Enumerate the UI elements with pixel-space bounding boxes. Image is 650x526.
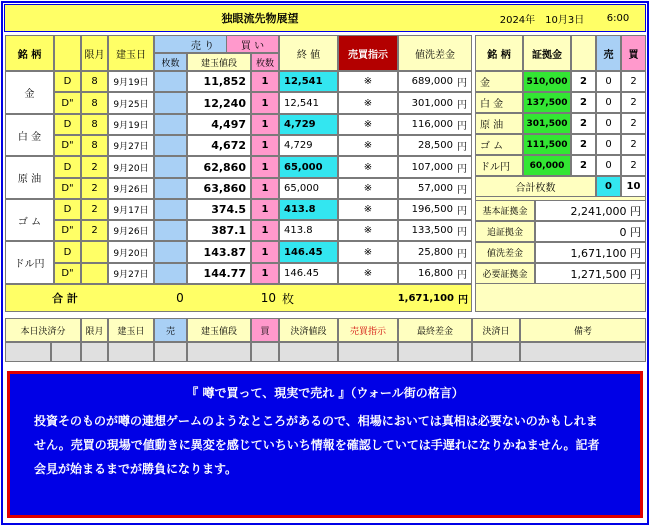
- row-buy-count: 1: [251, 135, 279, 156]
- settle-header: 最終差金: [398, 318, 472, 342]
- right-row-margin: 301,500: [523, 113, 571, 134]
- row-diff-value: 57,000: [418, 183, 453, 194]
- row-buy-count: 1: [251, 156, 279, 178]
- row-diff: [398, 135, 472, 156]
- row-signal: ※: [338, 220, 398, 241]
- col-header-diff: 値洗差金: [398, 35, 472, 71]
- row-diff-unit: 円: [457, 270, 467, 281]
- row-diff: [398, 178, 472, 199]
- summary-value: 1,271,500 円: [535, 263, 646, 284]
- settle-header: 本日決済分: [5, 318, 81, 342]
- date-display: 2024年 10月3日: [499, 14, 585, 26]
- row-diff-value: 25,800: [418, 246, 453, 258]
- row-entry-price: 143.87: [187, 241, 251, 263]
- row-diff: [398, 156, 472, 178]
- settle-header: 買: [251, 318, 279, 342]
- settle-header: 備考: [520, 318, 646, 342]
- col-header-date: 建玉日: [108, 35, 154, 71]
- row-diff-unit: 円: [457, 248, 467, 260]
- settle-cell[interactable]: [51, 342, 81, 362]
- row-close-price: 12,541: [279, 92, 338, 114]
- row-commodity-name: 白 金: [5, 114, 54, 156]
- total-label: 合 計: [52, 292, 78, 305]
- row-date: 9月26日: [108, 178, 154, 199]
- row-commodity-name: ゴ ム: [5, 199, 54, 241]
- row-diff-unit: 円: [457, 78, 467, 89]
- right-row-buy: 2: [621, 113, 646, 134]
- row-sub: D: [54, 114, 81, 135]
- row-month: 8: [81, 114, 108, 135]
- row-close-price: 146.45: [279, 241, 338, 263]
- row-diff-unit: 円: [457, 227, 467, 238]
- row-buy-count: 1: [251, 92, 279, 114]
- settle-header: 売: [154, 318, 187, 342]
- row-buy-count: 1: [251, 178, 279, 199]
- row-diff-value: 301,000: [411, 97, 453, 109]
- right-row-sell: 0: [596, 113, 621, 134]
- right-row-buy: 2: [621, 92, 646, 113]
- right-row-margin: 137,500: [523, 92, 571, 113]
- row-diff-value: 16,800: [418, 268, 453, 279]
- right-row-buy: 2: [621, 71, 646, 92]
- col-header-close: 終 値: [279, 35, 338, 71]
- row-sell-count: [154, 92, 187, 114]
- row-diff: [398, 241, 472, 263]
- col-header-gendo: 限月: [81, 35, 108, 71]
- right-row-name: 白 金: [475, 92, 523, 113]
- row-signal: ※: [338, 71, 398, 92]
- row-month: 2: [81, 178, 108, 199]
- row-sub: D": [54, 263, 81, 284]
- row-entry-price: 62,860: [187, 156, 251, 178]
- row-month: [81, 241, 108, 263]
- total-buy: 10: [260, 291, 276, 305]
- right-row-count: 2: [571, 113, 596, 134]
- settle-cell[interactable]: [338, 342, 398, 362]
- total-diff: [398, 284, 472, 312]
- row-signal: ※: [338, 241, 398, 263]
- row-commodity-name: 原 油: [5, 156, 54, 199]
- settle-header: 売買指示: [338, 318, 398, 342]
- right-row-count: 2: [571, 92, 596, 113]
- summary-value: 2,241,000 円: [535, 200, 646, 221]
- row-sub: D": [54, 220, 81, 241]
- col-header-blank: [54, 35, 81, 71]
- right-row-count: 2: [571, 71, 596, 92]
- row-date: 9月20日: [108, 156, 154, 178]
- row-date: 9月20日: [108, 241, 154, 263]
- page-title: 独眼流先物展望: [221, 12, 299, 25]
- settle-cell[interactable]: [472, 342, 520, 362]
- row-close-price: 146.45: [279, 263, 338, 284]
- row-date: 9月26日: [108, 220, 154, 241]
- right-header-meigara: 銘 柄: [475, 35, 523, 71]
- total-sell: 0: [176, 291, 184, 305]
- row-date: 9月27日: [108, 263, 154, 284]
- row-diff-unit: 円: [457, 206, 467, 217]
- right-total-buy: 10: [621, 176, 646, 197]
- row-entry-price: 12,240: [187, 92, 251, 114]
- settle-header: 決済日: [472, 318, 520, 342]
- row-date: 9月25日: [108, 92, 154, 114]
- settle-cell[interactable]: [279, 342, 338, 362]
- row-signal: ※: [338, 92, 398, 114]
- row-month: 8: [81, 92, 108, 114]
- right-total-sell: 0: [596, 176, 621, 197]
- right-row-buy: 2: [621, 155, 646, 176]
- row-signal: ※: [338, 114, 398, 135]
- proverb-line: 投資そのものが噂の連想ゲームのようなところがあるので、相場においては真相は必要ないのかもしれま: [34, 414, 598, 428]
- row-date: 9月27日: [108, 135, 154, 156]
- total-diff-unit: 円: [458, 294, 468, 306]
- row-signal: ※: [338, 178, 398, 199]
- row-month: 8: [81, 71, 108, 92]
- row-diff: [398, 199, 472, 220]
- row-entry-price: 63,860: [187, 178, 251, 199]
- row-diff-value: 107,000: [411, 161, 453, 173]
- row-diff-value: 116,000: [411, 119, 453, 130]
- row-date: 9月19日: [108, 114, 154, 135]
- row-buy-count: 1: [251, 263, 279, 284]
- row-sell-count: [154, 114, 187, 135]
- row-diff-unit: 円: [457, 121, 467, 132]
- right-row-name: 金: [475, 71, 523, 92]
- row-entry-price: 387.1: [187, 220, 251, 241]
- row-sub: D: [54, 156, 81, 178]
- settle-cell[interactable]: [398, 342, 472, 362]
- settle-cell[interactable]: [81, 342, 108, 362]
- row-diff-unit: 円: [457, 99, 467, 111]
- right-header-buy: 買: [621, 35, 646, 71]
- right-row-count: 2: [571, 134, 596, 155]
- time-display: 6:00: [606, 12, 630, 24]
- row-sell-count: [154, 135, 187, 156]
- row-close-price: 4,729: [279, 114, 338, 135]
- row-entry-price: 374.5: [187, 199, 251, 220]
- col-header-buy: 買 い: [226, 35, 279, 53]
- col-header-meigara: 銘 柄: [5, 35, 54, 71]
- summary-value: 0 円: [535, 221, 646, 242]
- settle-header: 建玉値段: [187, 318, 251, 342]
- right-row-sell: 0: [596, 155, 621, 176]
- col-header-sell-count: 枚数: [154, 53, 187, 71]
- settle-header: 建玉日: [108, 318, 154, 342]
- row-sub: D": [54, 92, 81, 114]
- row-sub: D": [54, 178, 81, 199]
- row-buy-count: 1: [251, 220, 279, 241]
- col-header-entry-price: 建玉値段: [187, 53, 251, 71]
- row-diff: [398, 220, 472, 241]
- col-header-signal: 売買指示: [338, 35, 398, 71]
- col-header-sell: 売 り: [154, 35, 251, 53]
- summary-label: 必要証拠金: [475, 263, 535, 284]
- row-close-price: 413.8: [279, 220, 338, 241]
- row-sub: D: [54, 71, 81, 92]
- row-diff: [398, 92, 472, 114]
- row-month: 2: [81, 156, 108, 178]
- settle-cell[interactable]: [154, 342, 187, 362]
- proverb-panel: [7, 371, 643, 518]
- row-buy-count: 1: [251, 241, 279, 263]
- row-month: 8: [81, 135, 108, 156]
- row-date: 9月17日: [108, 199, 154, 220]
- row-diff: [398, 263, 472, 284]
- row-diff-value: 689,000: [411, 76, 453, 87]
- settle-header: 限月: [81, 318, 108, 342]
- col-header-buy-count: 枚数: [251, 53, 279, 71]
- row-entry-price: 144.77: [187, 263, 251, 284]
- row-sell-count: [154, 178, 187, 199]
- row-close-price: 413.8: [279, 199, 338, 220]
- settle-header: 決済値段: [279, 318, 338, 342]
- right-row-name: 原 油: [475, 113, 523, 134]
- summary-label: 追証拠金: [475, 221, 535, 242]
- row-buy-count: 1: [251, 71, 279, 92]
- right-row-name: ドル円: [475, 155, 523, 176]
- proverb-line: 会見が始まるまでが勝負になります。: [34, 462, 238, 476]
- right-row-sell: 0: [596, 92, 621, 113]
- row-buy-count: 1: [251, 199, 279, 220]
- row-entry-price: 4,497: [187, 114, 251, 135]
- summary-value: 1,671,100 円: [535, 242, 646, 263]
- row-month: [81, 263, 108, 284]
- row-signal: ※: [338, 156, 398, 178]
- row-diff-value: 133,500: [411, 225, 453, 236]
- right-header-margin: 証拠金: [523, 35, 571, 71]
- row-date: 9月19日: [108, 71, 154, 92]
- row-signal: ※: [338, 135, 398, 156]
- right-row-sell: 0: [596, 134, 621, 155]
- row-commodity-name: 金: [5, 71, 54, 114]
- row-sub: D: [54, 241, 81, 263]
- row-entry-price: 11,852: [187, 71, 251, 92]
- right-row-sell: 0: [596, 71, 621, 92]
- settle-cell[interactable]: [5, 342, 51, 362]
- row-sell-count: [154, 156, 187, 178]
- summary-label: 基本証拠金: [475, 200, 535, 221]
- row-diff-unit: 円: [457, 163, 467, 175]
- row-close-price: 12,541: [279, 71, 338, 92]
- right-row-margin: 111,500: [523, 134, 571, 155]
- total-unit: 枚: [282, 291, 295, 306]
- settle-cell[interactable]: [251, 342, 279, 362]
- proverb-text: [34, 409, 626, 481]
- row-close-price: 65,000: [279, 156, 338, 178]
- row-signal: ※: [338, 199, 398, 220]
- row-signal: ※: [338, 263, 398, 284]
- row-diff-unit: 円: [457, 185, 467, 196]
- right-total-label: 合計枚数: [475, 176, 596, 197]
- right-row-count: 2: [571, 155, 596, 176]
- row-entry-price: 4,672: [187, 135, 251, 156]
- row-sell-count: [154, 199, 187, 220]
- row-commodity-name: ドル円: [5, 241, 54, 284]
- row-diff: [398, 114, 472, 135]
- row-month: 2: [81, 220, 108, 241]
- row-sub: D: [54, 199, 81, 220]
- right-row-buy: 2: [621, 134, 646, 155]
- row-sell-count: [154, 263, 187, 284]
- row-buy-count: 1: [251, 114, 279, 135]
- settle-cell[interactable]: [520, 342, 646, 362]
- row-sell-count: [154, 241, 187, 263]
- right-row-margin: 510,000: [523, 71, 571, 92]
- row-diff: [398, 71, 472, 92]
- right-row-name: ゴ ム: [475, 134, 523, 155]
- row-close-price: 65,000: [279, 178, 338, 199]
- proverb-line: せん。売買の現場で値動きに異変を感じていちいち情報を確認していては手遅れになりかねません。記者: [34, 438, 600, 452]
- right-header-blank: [571, 35, 596, 71]
- row-sub: D": [54, 135, 81, 156]
- summary-label: 値洗差金: [475, 242, 535, 263]
- settle-cell[interactable]: [187, 342, 251, 362]
- row-diff-unit: 円: [457, 142, 467, 153]
- right-row-margin: 60,000: [523, 155, 571, 176]
- row-close-price: 4,729: [279, 135, 338, 156]
- total-diff-value: 1,671,100: [398, 292, 454, 304]
- row-diff-value: 28,500: [418, 140, 453, 151]
- row-sell-count: [154, 220, 187, 241]
- proverb-title: 『 噂で買って、現実で売れ 』（ウォール街の格言）: [186, 386, 464, 400]
- row-month: 2: [81, 199, 108, 220]
- right-header-sell: 売: [596, 35, 621, 71]
- settle-cell[interactable]: [108, 342, 154, 362]
- row-diff-value: 196,500: [411, 204, 453, 215]
- row-sell-count: [154, 71, 187, 92]
